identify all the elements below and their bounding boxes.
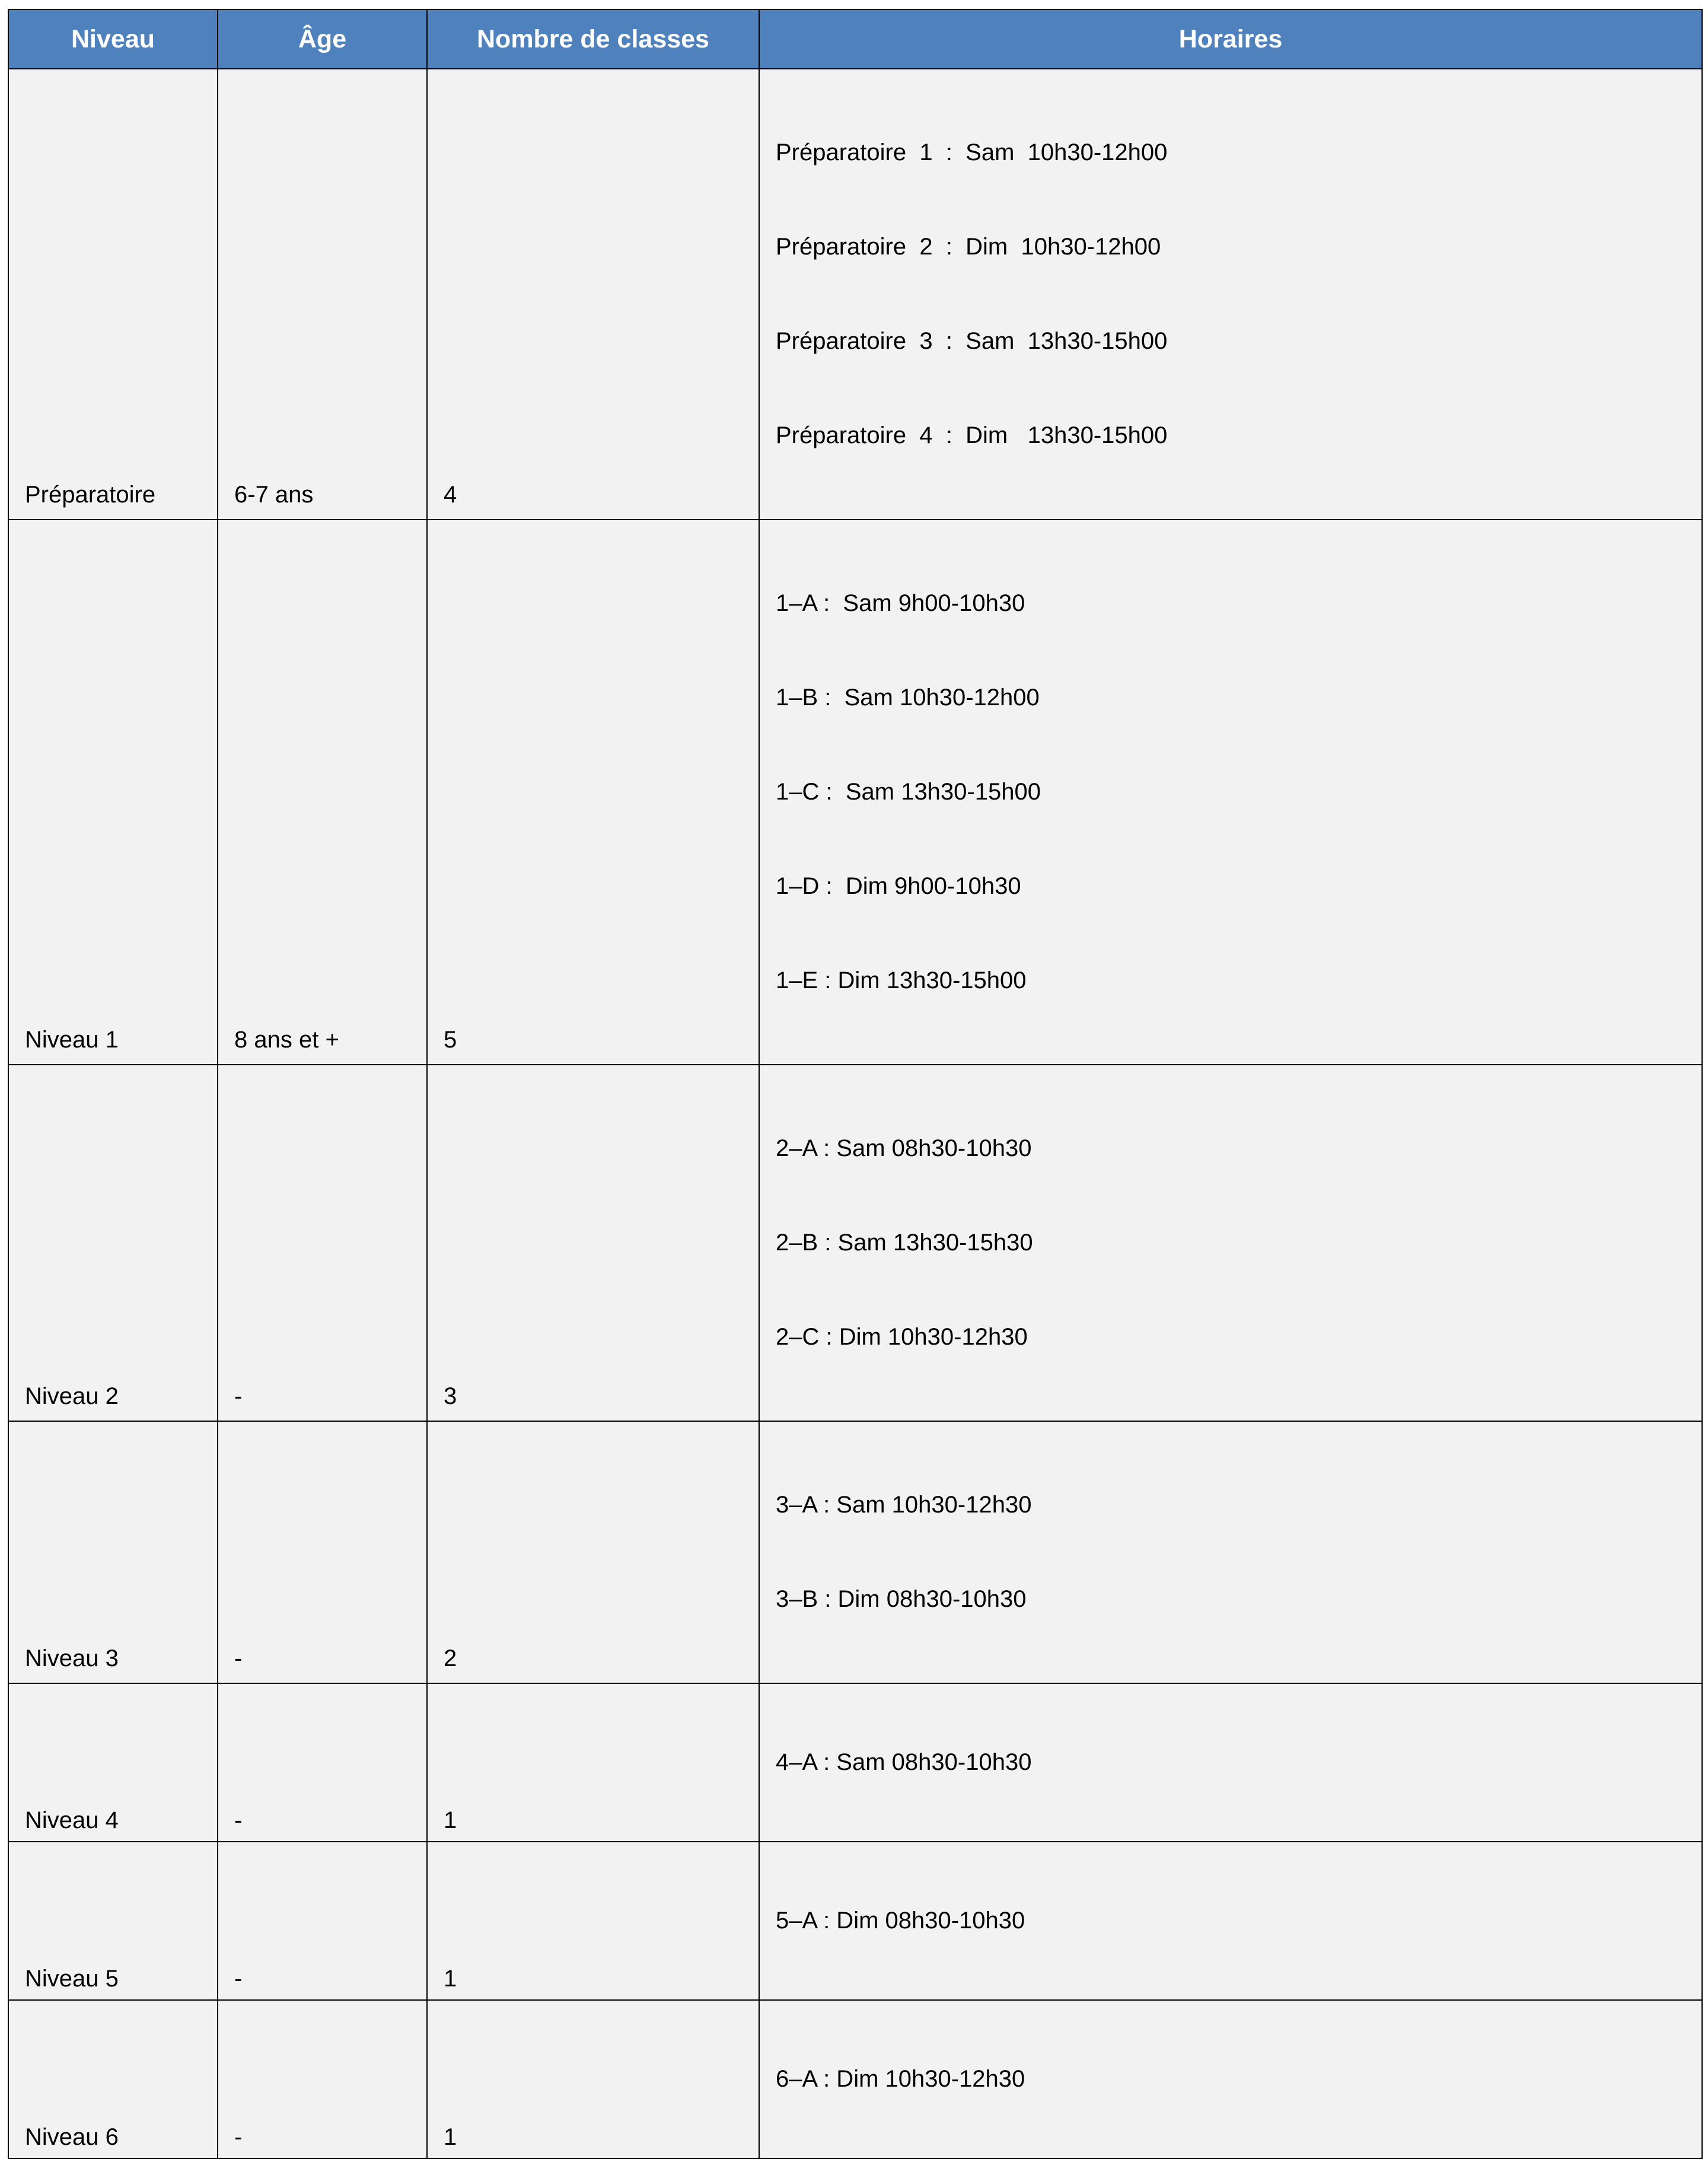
cell-classes: 1 (427, 1683, 759, 1842)
cell-niveau: Niveau 5 (8, 1842, 218, 2000)
horaire-line: 1–A : Sam 9h00-10h30 (776, 590, 1025, 616)
table-row (8, 1842, 1702, 2000)
horaire-line: 4–A : Sam 08h30-10h30 (776, 1749, 1032, 1775)
cell-classes: 1 (427, 2000, 759, 2158)
horaire-line: 6–A : Dim 10h30-12h30 (776, 2066, 1025, 2092)
header-row (8, 9, 1702, 69)
horaire-line: Préparatoire 1 : Sam 10h30-12h00 (776, 139, 1168, 165)
horaire-line: 2–A : Sam 08h30-10h30 (776, 1135, 1032, 1161)
table-row (8, 1065, 1702, 1421)
horaire-line: 1–E : Dim 13h30-15h00 (776, 967, 1027, 993)
cell-age: - (218, 2000, 427, 2158)
cell-horaires (759, 1683, 1702, 1842)
horaire-line: 1–B : Sam 10h30-12h00 (776, 684, 1040, 711)
header-niveau: Niveau (8, 9, 218, 69)
horaire-line: 1–C : Sam 13h30-15h00 (776, 779, 1041, 805)
cell-horaires (759, 1421, 1702, 1683)
cell-horaires (759, 1065, 1702, 1421)
horaire-line: 2–C : Dim 10h30-12h30 (776, 1324, 1028, 1350)
cell-horaires (759, 520, 1702, 1065)
horaire-line: 2–B : Sam 13h30-15h30 (776, 1230, 1033, 1256)
cell-age: - (218, 1683, 427, 1842)
horaire-line: 1–D : Dim 9h00-10h30 (776, 873, 1021, 899)
table-row (8, 1421, 1702, 1683)
horaire-line: 3–B : Dim 08h30-10h30 (776, 1586, 1027, 1612)
horaire-line: Préparatoire 4 : Dim 13h30-15h00 (776, 422, 1168, 448)
header-age: Âge (218, 9, 427, 69)
table-row (8, 520, 1702, 1065)
schedule-table (8, 9, 1703, 2159)
header-horaires: Horaires (759, 9, 1702, 69)
cell-niveau: Niveau 3 (8, 1421, 218, 1683)
horaire-line: Préparatoire 2 : Dim 10h30-12h00 (776, 234, 1161, 260)
cell-niveau: Niveau 6 (8, 2000, 218, 2158)
cell-classes: 3 (427, 1065, 759, 1421)
table-row (8, 2000, 1702, 2158)
header-nombre-de-classes: Nombre de classes (427, 9, 759, 69)
horaire-line: 3–A : Sam 10h30-12h30 (776, 1492, 1032, 1518)
cell-classes: 4 (427, 69, 759, 520)
cell-age: - (218, 1842, 427, 2000)
cell-classes: 1 (427, 1842, 759, 2000)
cell-niveau: Préparatoire (8, 69, 218, 520)
table-row (8, 1683, 1702, 1842)
cell-age: 8 ans et + (218, 520, 427, 1065)
cell-niveau: Niveau 1 (8, 520, 218, 1065)
cell-classes: 5 (427, 520, 759, 1065)
cell-niveau: Niveau 4 (8, 1683, 218, 1842)
cell-horaires (759, 1842, 1702, 2000)
cell-horaires (759, 2000, 1702, 2158)
horaire-line: 5–A : Dim 08h30-10h30 (776, 1908, 1025, 1934)
cell-classes: 2 (427, 1421, 759, 1683)
cell-niveau: Niveau 2 (8, 1065, 218, 1421)
cell-horaires (759, 69, 1702, 520)
cell-age: - (218, 1421, 427, 1683)
table-row (8, 69, 1702, 520)
horaire-line: Préparatoire 3 : Sam 13h30-15h00 (776, 328, 1168, 354)
cell-age: - (218, 1065, 427, 1421)
cell-age: 6-7 ans (218, 69, 427, 520)
